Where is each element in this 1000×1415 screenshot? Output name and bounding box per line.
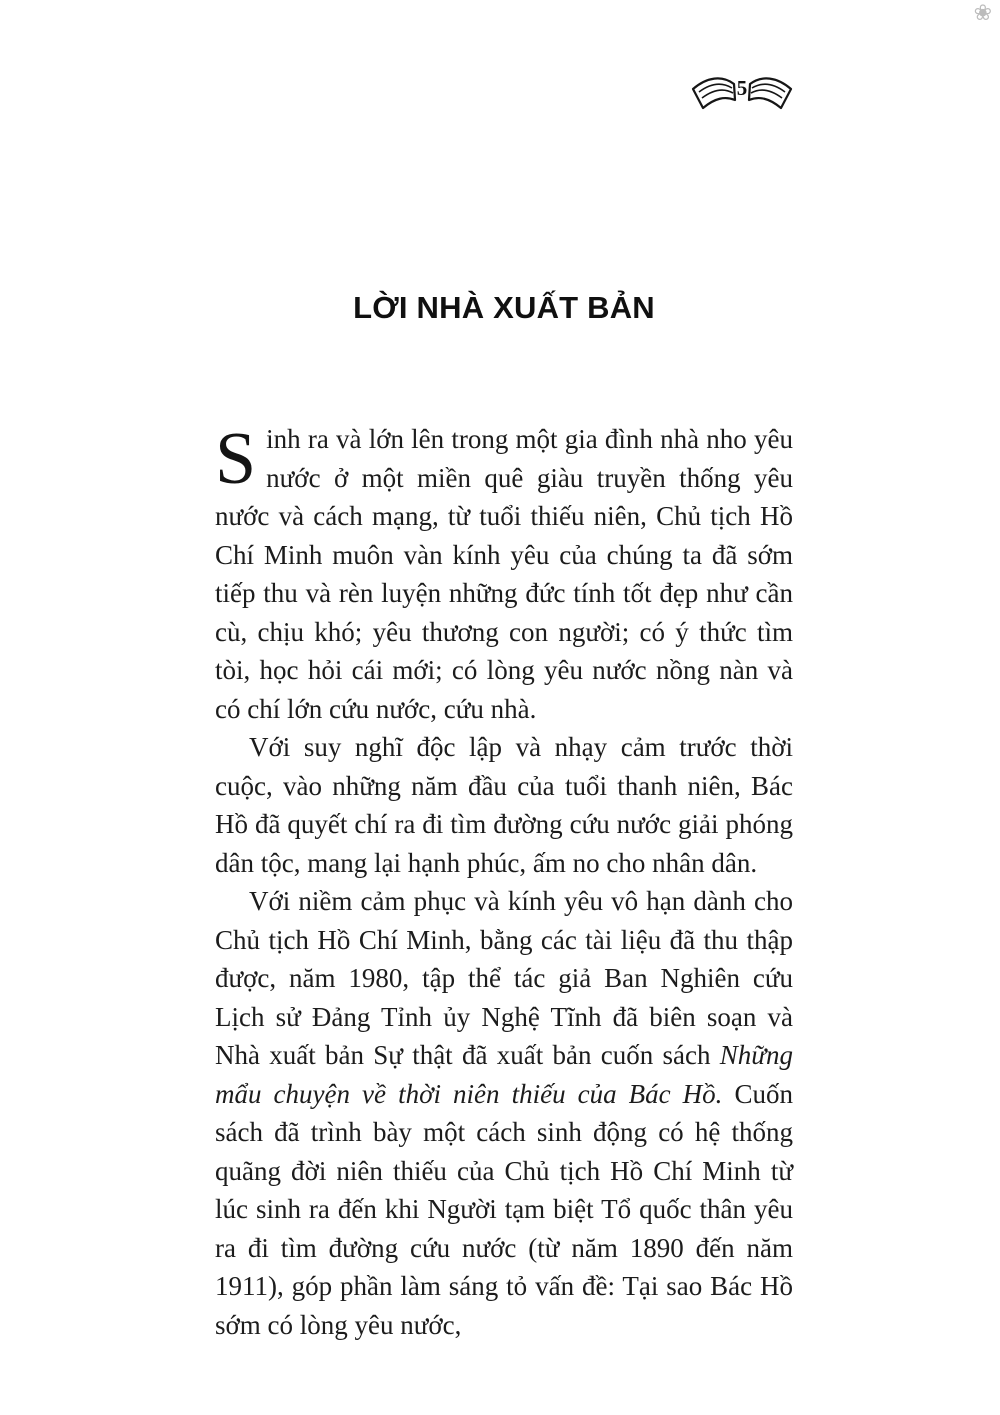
paragraph-text: inh ra và lớn lên trong một gia đình nhà nho yêu nước ở một miền quê giàu truyền thống yêu nước và cách mạng, từ tuổi thiếu niên, Chủ tịch Hồ Chí Minh muôn vàn kính yêu của chúng ta đã sớm tiếp thu và rèn luyện những đức tính tốt đẹp như cần cù, chịu khó; yêu thương con người; có ý thức tìm tòi, học hỏi cái mới; có lòng yêu nước nồng nàn và có chí lớn cứu nước, cứu nhà. xyxy=(215,424,793,724)
flower-icon: ❀ xyxy=(973,0,992,25)
text-column xyxy=(215,290,793,1344)
paragraph-text: Với suy nghĩ độc lập và nhạy cảm trước thời cuộc, vào những năm đầu của tuổi thanh niên, Bác Hồ đã quyết chí ra đi tìm đường cứu nước giải phóng dân tộc, mang lại hạnh phúc, ấm no cho nhân dân. xyxy=(215,732,793,878)
open-book-icon xyxy=(690,72,794,118)
paragraph-text: Cuốn sách đã trình bày một cách sinh động có hệ thống quãng đời niên thiếu của Chủ tịch Hồ Chí Minh từ lúc sinh ra đến khi Người tạm biệt Tổ quốc thân yêu ra đi tìm đường cứu nước (từ năm 1890 đến năm 1911), góp phần làm sáng tỏ vấn đề: Tại sao Bác Hồ sớm có lòng yêu nước, xyxy=(215,1078,793,1340)
page-title: LỜI NHÀ XUẤT BẢN xyxy=(353,290,655,325)
book-title-italic: Những mẩu chuyện về thời niên thiếu của Bác Hồ. xyxy=(215,1040,793,1109)
drop-cap: S xyxy=(215,418,257,500)
paragraph xyxy=(215,420,793,728)
paragraphs xyxy=(215,420,793,1344)
paragraph xyxy=(215,882,793,1344)
paragraph xyxy=(215,728,793,882)
paragraph-text: Với niềm cảm phục và kính yêu vô hạn dành cho Chủ tịch Hồ Chí Minh, bằng các tài liệu đã thu thập được, năm 1980, tập thể tác giả Ban Nghiên cứu Lịch sử Đảng Tỉnh ủy Nghệ Tĩnh đã biên soạn và Nhà xuất bản Sự thật đã xuất bản cuốn sách xyxy=(215,886,793,1070)
page-number: 5 xyxy=(736,76,748,100)
